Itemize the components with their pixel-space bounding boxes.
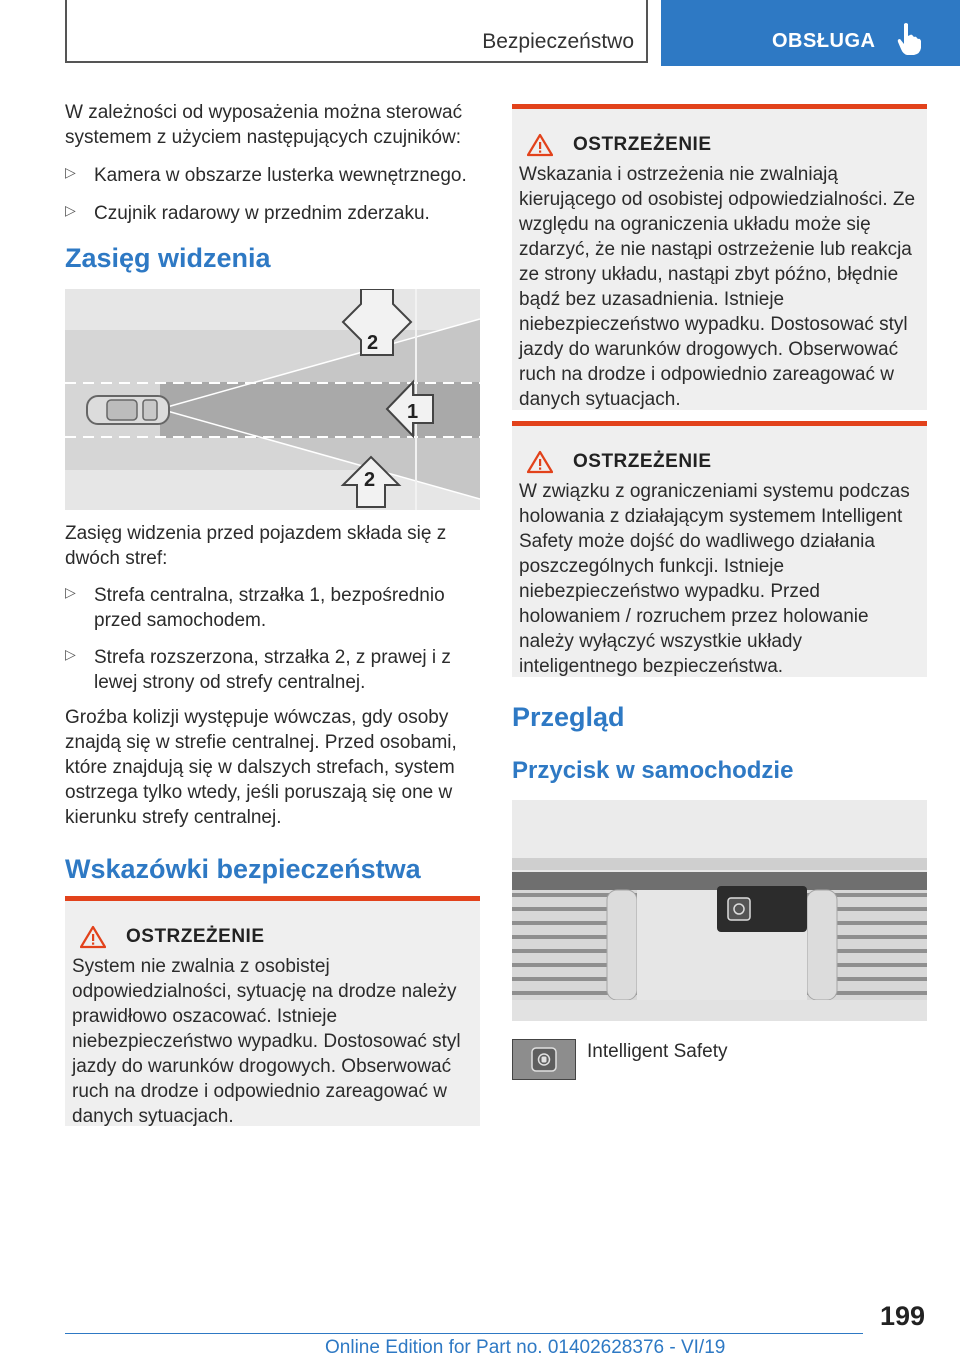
- warning-title: OSTRZEŻENIE: [573, 134, 712, 155]
- intro-block: [65, 100, 475, 226]
- page-number: 199: [880, 1301, 926, 1331]
- list-item-text: Kamera w obszarze lusterka wewnętrznego.: [94, 165, 467, 186]
- list-item: [65, 583, 475, 633]
- arrow-1-label: 1: [407, 401, 419, 423]
- list-item: [65, 201, 475, 226]
- list-item: [65, 163, 475, 188]
- warning-box-left: [65, 896, 480, 1126]
- bullet-triangle-icon: ▷: [65, 584, 76, 600]
- warning-title: OSTRZEŻENIE: [126, 926, 265, 947]
- button-heading: Przycisk w samochodzie: [512, 757, 794, 784]
- warning-triangle-icon: [80, 925, 106, 949]
- bullet-triangle-icon: ▷: [65, 646, 76, 662]
- arrow-2-top-label: 2: [367, 332, 379, 354]
- warning-header: [519, 450, 919, 474]
- header-section-box: [65, 0, 648, 63]
- warning-triangle-icon: [527, 450, 553, 474]
- range-block: [65, 521, 475, 830]
- safety-heading: Wskazówki bezpieczeństwa: [65, 854, 421, 884]
- footer-divider: [65, 1333, 863, 1334]
- collision-paragraph: Groźba kolizji występuje wówczas, gdy osoby znajdą się w strefie centralnej. Przed osobami, które znajdują się w dalszych strefach, system ostrzega tylko wtedy, jeśli poruszają się one w kierunku strefy centralnej.: [65, 707, 457, 828]
- intelligent-safety-button-icon: [512, 1039, 576, 1080]
- warning-box-right-2: [512, 421, 927, 677]
- range-diagram: [65, 289, 480, 510]
- bullet-triangle-icon: ▷: [65, 164, 76, 180]
- overview-heading: Przegląd: [512, 702, 625, 732]
- pointing-hand-icon: [896, 22, 922, 56]
- header-section-title: Bezpieczeństwo: [482, 30, 634, 53]
- arrow-2-bottom-label: 2: [364, 469, 376, 491]
- range-paragraph: Zasięg widzenia przed pojazdem składa się z dwóch stref:: [65, 523, 447, 569]
- warning-header: [72, 925, 472, 949]
- range-heading: Zasięg widzenia: [65, 243, 271, 273]
- car-icon: [87, 396, 169, 424]
- list-item-text: Strefa centralna, strzałka 1, bezpośrednio przed samochodem.: [94, 585, 445, 631]
- list-item-text: Czujnik radarowy w przednim zderzaku.: [94, 203, 430, 224]
- list-item-text: Strefa rozszerzona, strzałka 2, z prawej i z lewej strony od strefy centralnej.: [94, 647, 451, 693]
- bullet-triangle-icon: ▷: [65, 202, 76, 218]
- warning-text: W związku z ograniczeniami systemu podczas holowania z działającym systemem Intelligent Safety może dojść do wadliwego działania poszczególnych funkcji. Istnieje niebezpieczeństwo wypadku. Przed holowaniem / rozruchem przez holowanie należy wyłączyć wszystkie układy inteligentnego bezpieczeństwa.: [519, 481, 910, 677]
- intelligent-safety-label: Intelligent Safety: [587, 1041, 728, 1062]
- warning-header: [519, 133, 919, 157]
- list-item: [65, 645, 475, 695]
- warning-text: System nie zwalnia z osobistej odpowiedzialności, sytuację na drodze należy prawidłowo oszacować. Istnieje niebezpieczeństwo wypadku. Dostosować styl jazdy do warunków drogowych. Obserwować ruch na drodze i odpowiednio zareagować w danych sytuacjach.: [72, 956, 461, 1127]
- footer-edition: Online Edition for Part no. 01402628376 - VI/19: [325, 1337, 726, 1358]
- warning-triangle-icon: [527, 133, 553, 157]
- warning-box-right-1: [512, 104, 927, 410]
- warning-title: OSTRZEŻENIE: [573, 451, 712, 472]
- header-chapter-tab[interactable]: [661, 0, 960, 66]
- intro-paragraph: W zależności od wyposażenia można sterować systemem z użyciem następujących czujników:: [65, 102, 463, 148]
- car-interior-photo: [512, 800, 927, 1021]
- intelligent-safety-button[interactable]: [728, 898, 750, 920]
- warning-text: Wskazania i ostrzeżenia nie zwalniają kierującego od osobistej odpowiedzialności. Ze względu na ograniczenia układu może się zdarzyć, że nie nastąpi ostrzeżenie lub reakcja ze strony układu, nastąpi zbyt późno, błędnie bądź bez uzasadnienia. Istnieje niebezpieczeństwo wypadku. Dostosować styl jazdy do warunków drogowych. Obserwować ruch na drodze i odpowiednio zareagować w danych sytuacjach.: [519, 164, 916, 410]
- header-chapter-label: OBSŁUGA: [772, 30, 876, 52]
